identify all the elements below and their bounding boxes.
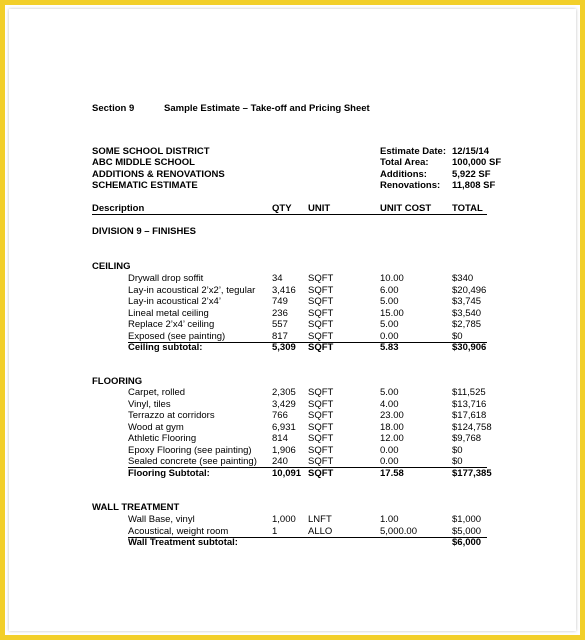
school-name: ABC MIDDLE SCHOOL (92, 157, 195, 168)
flooring-row-desc: Wood at gym (128, 421, 184, 433)
flooring-subtotal-total: $177,385 (452, 467, 492, 479)
ceiling-row-total: $3,540 (452, 307, 482, 319)
flooring-row-total: $13,716 (452, 398, 487, 410)
ceiling-subtotal-total: $30,906 (452, 342, 487, 353)
document-page (9, 9, 576, 631)
division-heading: DIVISION 9 – FINISHES (92, 226, 196, 237)
flooring-row-total: $9,768 (452, 433, 482, 444)
flooring-row-qty: 2,305 (272, 387, 296, 398)
ceiling-row-total: $3,745 (452, 296, 482, 307)
flooring-row-desc: Epoxy Flooring (see painting) (128, 444, 252, 456)
ceiling-row-desc: Lay-in acoustical 2’x2’, tegular (128, 284, 256, 296)
flooring-row-total: $0 (452, 456, 463, 467)
flooring-row-qty: 766 (272, 410, 288, 421)
ceiling-row-unit-cost: 15.00 (380, 307, 404, 319)
flooring-row-unit-cost: 23.00 (380, 410, 404, 421)
ceiling-row-desc: Lay-in acoustical 2’x4’ (128, 296, 221, 307)
flooring-row-unit-cost: 5.00 (380, 387, 399, 398)
flooring-row-unit: SQFT (308, 410, 334, 421)
estimate-date-label: Estimate Date: (380, 146, 446, 157)
ceiling-row-unit-cost: 6.00 (380, 284, 399, 296)
ceiling-row-desc: Lineal metal ceiling (128, 307, 209, 319)
flooring-row-unit-cost: 0.00 (380, 456, 399, 467)
flooring-row-unit-cost: 12.00 (380, 433, 404, 444)
ceiling-row-total: $20,496 (452, 284, 487, 296)
flooring-row-desc: Vinyl, tiles (128, 398, 171, 410)
ceiling-row-unit: SQFT (308, 296, 334, 307)
additions-label: Additions: (380, 169, 427, 180)
flooring-row-qty: 3,429 (272, 398, 296, 410)
flooring-row-desc: Athletic Flooring (128, 433, 197, 444)
col-description: Description (92, 203, 145, 214)
flooring-row-qty: 240 (272, 456, 288, 467)
flooring-subtotal-qty: 10,091 (272, 467, 302, 479)
wall-row-unit-cost: 1.00 (380, 514, 399, 525)
header-rule (92, 214, 487, 215)
ceiling-heading: CEILING (92, 261, 131, 272)
ceiling-row-desc: Drywall drop soffit (128, 273, 204, 284)
wall-row-qty: 1 (272, 525, 278, 537)
ceiling-row-unit: SQFT (308, 273, 334, 284)
wall-row-desc: Wall Base, vinyl (128, 514, 195, 525)
col-unit: UNIT (308, 203, 331, 214)
flooring-row-unit: SQFT (308, 456, 334, 467)
flooring-heading: FLOORING (92, 376, 143, 387)
ceiling-subtotal-unit: SQFT (308, 342, 334, 353)
wall-row-total: $5,000 (452, 525, 482, 537)
flooring-row-unit: SQFT (308, 387, 334, 398)
total-area-label: Total Area: (380, 157, 429, 168)
col-total: TOTAL (452, 203, 483, 214)
flooring-row-total: $17,618 (452, 410, 487, 421)
ceiling-subtotal-qty: 5,309 (272, 342, 296, 353)
flooring-subtotal-unit-cost: 17.58 (380, 467, 404, 479)
ceiling-row-qty: 817 (272, 330, 288, 342)
ceiling-row-total: $2,785 (452, 319, 482, 330)
ceiling-subtotal-desc: Ceiling subtotal: (128, 342, 203, 353)
renovations-value: 11,808 SF (452, 180, 496, 191)
col-qty: QTY (272, 203, 292, 214)
wall-row-desc: Acoustical, weight room (128, 525, 229, 537)
ceiling-row-unit: SQFT (308, 330, 334, 342)
project-scope: ADDITIONS & RENOVATIONS (92, 169, 225, 180)
estimate-date-value: 12/15/14 (452, 146, 489, 157)
flooring-row-desc: Sealed concrete (see painting) (128, 456, 257, 467)
flooring-subtotal-desc: Flooring Subtotal: (128, 467, 210, 479)
flooring-row-qty: 6,931 (272, 421, 296, 433)
flooring-row-total: $11,525 (452, 387, 486, 398)
ceiling-row-qty: 3,416 (272, 284, 296, 296)
document-title: Sample Estimate – Take-off and Pricing Sheet (164, 103, 370, 114)
ceiling-row-qty: 557 (272, 319, 288, 330)
ceiling-row-unit: SQFT (308, 284, 334, 296)
total-area-value: 100,000 SF (452, 157, 502, 168)
ceiling-row-unit: SQFT (308, 319, 334, 330)
wall-row-unit: LNFT (308, 514, 332, 525)
wall-row-unit-cost: 5,000.00 (380, 525, 417, 537)
flooring-subtotal-unit: SQFT (308, 467, 334, 479)
flooring-row-unit-cost: 4.00 (380, 398, 399, 410)
flooring-row-unit: SQFT (308, 398, 334, 410)
ceiling-row-unit-cost: 0.00 (380, 330, 399, 342)
ceiling-row-qty: 236 (272, 307, 288, 319)
flooring-row-total: $124,758 (452, 421, 492, 433)
ceiling-row-unit-cost: 5.00 (380, 319, 399, 330)
flooring-row-qty: 1,906 (272, 444, 296, 456)
flooring-row-unit: SQFT (308, 433, 334, 444)
ceiling-row-total: $0 (452, 330, 463, 342)
ceiling-row-unit-cost: 10.00 (380, 273, 404, 284)
col-unit-cost: UNIT COST (380, 203, 432, 214)
flooring-row-desc: Terrazzo at corridors (128, 410, 215, 421)
estimate-type: SCHEMATIC ESTIMATE (92, 180, 198, 191)
section-label: Section 9 (92, 103, 135, 114)
wall-row-qty: 1,000 (272, 514, 296, 525)
ceiling-row-unit: SQFT (308, 307, 334, 319)
ceiling-subtotal-unit-cost: 5.83 (380, 342, 399, 353)
wall-subtotal-total: $6,000 (452, 537, 482, 548)
district-name: SOME SCHOOL DISTRICT (92, 146, 210, 157)
ceiling-row-qty: 34 (272, 273, 283, 284)
wall-heading: WALL TREATMENT (92, 502, 180, 513)
ceiling-row-desc: Replace 2’x4’ ceiling (128, 319, 215, 330)
flooring-row-unit: SQFT (308, 421, 334, 433)
flooring-row-total: $0 (452, 444, 463, 456)
flooring-row-unit-cost: 18.00 (380, 421, 404, 433)
additions-value: 5,922 SF (452, 169, 491, 180)
wall-row-unit: ALLO (308, 525, 333, 537)
ceiling-row-qty: 749 (272, 296, 288, 307)
flooring-row-desc: Carpet, rolled (128, 387, 186, 398)
ceiling-row-total: $340 (452, 273, 474, 284)
flooring-row-unit-cost: 0.00 (380, 444, 399, 456)
flooring-row-unit: SQFT (308, 444, 334, 456)
ceiling-row-unit-cost: 5.00 (380, 296, 399, 307)
ceiling-row-desc: Exposed (see painting) (128, 330, 226, 342)
renovations-label: Renovations: (380, 180, 441, 191)
flooring-row-qty: 814 (272, 433, 288, 444)
wall-subtotal-desc: Wall Treatment subtotal: (128, 537, 238, 548)
wall-row-total: $1,000 (452, 514, 482, 525)
